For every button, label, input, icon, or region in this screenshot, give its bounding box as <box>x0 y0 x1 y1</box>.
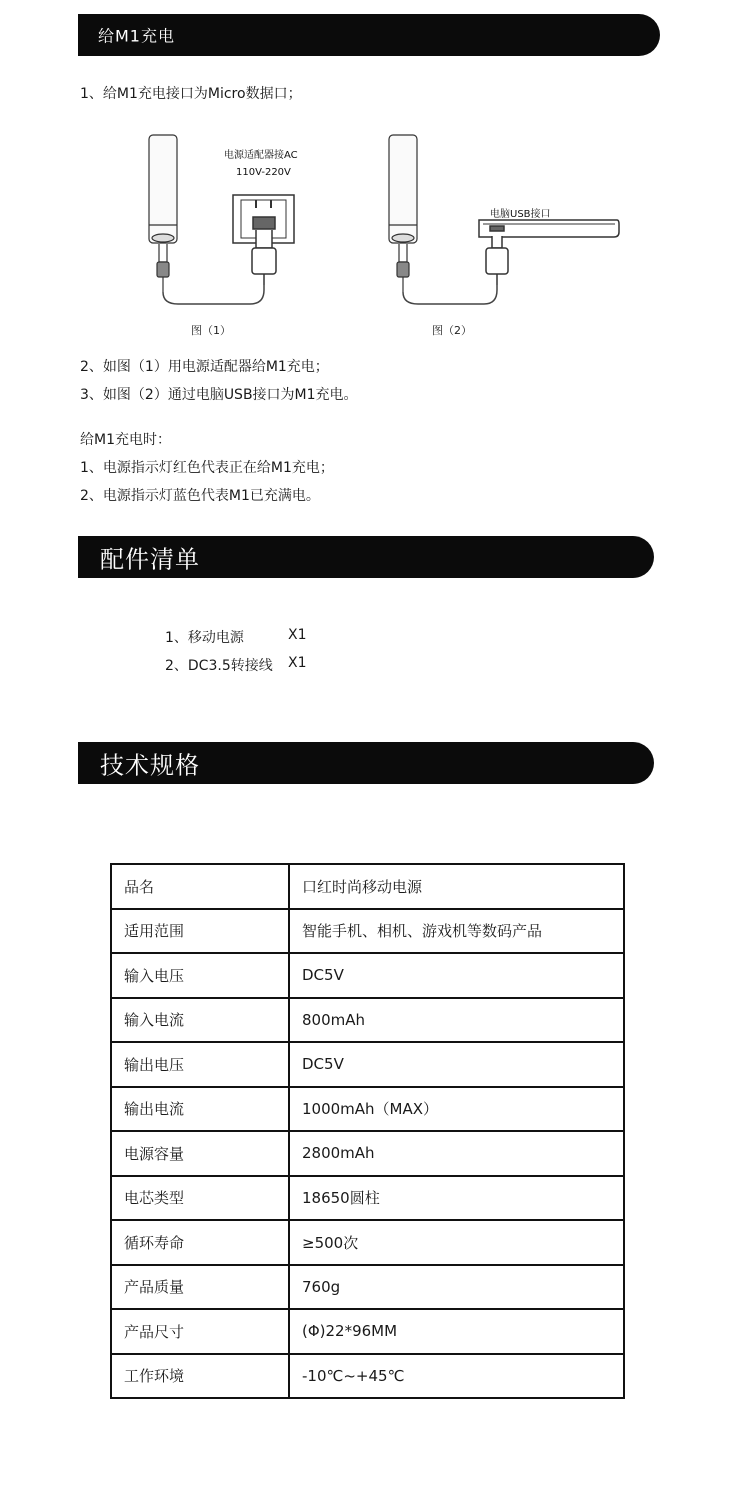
power-bank-illustration <box>149 135 177 292</box>
fig1-caption: 图（1） <box>191 324 231 337</box>
section-title: 配件清单 <box>100 545 200 574</box>
spec-value: 智能手机、相机、游戏机等数码产品 <box>289 909 624 954</box>
fig1-label-voltage: 110V-220V <box>236 167 291 178</box>
fig2-label-usb: 电脑USB接口 <box>490 209 551 220</box>
cable-fig1 <box>163 285 264 304</box>
accessory-item-name: 1、移动电源 <box>165 630 244 646</box>
spec-key: 适用范围 <box>111 909 289 954</box>
table-row <box>111 1042 624 1087</box>
spec-value: -10℃~+45℃ <box>289 1354 624 1399</box>
charging-heading: 给M1充电时： <box>80 432 171 448</box>
spec-value: 18650圆柱 <box>289 1176 624 1221</box>
table-row <box>111 1087 624 1132</box>
section-title: 给M1充电 <box>98 26 175 46</box>
spec-key: 产品质量 <box>111 1265 289 1310</box>
spec-table <box>110 863 625 1399</box>
wall-outlet-illustration <box>233 195 294 285</box>
accessory-item-name: 2、DC3.5转接线 <box>165 658 273 674</box>
table-row <box>111 1354 624 1399</box>
spec-value: DC5V <box>289 953 624 998</box>
spec-key: 输入电流 <box>111 998 289 1043</box>
table-row <box>111 1176 624 1221</box>
spec-value: 800mAh <box>289 998 624 1043</box>
power-bank-illustration <box>389 135 417 292</box>
table-row <box>111 1309 624 1354</box>
table-row <box>111 1265 624 1310</box>
accessory-item-qty: X1 <box>288 627 307 643</box>
spec-value: ≥500次 <box>289 1220 624 1265</box>
spec-key: 品名 <box>111 864 289 909</box>
spec-key: 电源容量 <box>111 1131 289 1176</box>
section-banner-charging <box>78 14 660 56</box>
charging-diagram <box>120 120 630 320</box>
table-row <box>111 864 624 909</box>
spec-key: 电芯类型 <box>111 1176 289 1221</box>
section-title: 技术规格 <box>100 751 200 780</box>
section-banner-specs <box>78 742 654 784</box>
fig2-caption: 图（2） <box>432 324 472 337</box>
charge-step-2: 2、如图（1）用电源适配器给M1充电； <box>80 359 329 375</box>
laptop-illustration <box>479 220 619 285</box>
spec-value: (Φ)22*96MM <box>289 1309 624 1354</box>
spec-value: 2800mAh <box>289 1131 624 1176</box>
spec-key: 输入电压 <box>111 953 289 998</box>
led-blue-note: 2、电源指示灯蓝色代表M1已充满电。 <box>80 488 320 504</box>
spec-key: 产品尺寸 <box>111 1309 289 1354</box>
fig1-label-adapter: 电源适配器接AC <box>224 150 298 161</box>
table-row <box>111 953 624 998</box>
spec-key: 输出电流 <box>111 1087 289 1132</box>
spec-value: 1000mAh（MAX） <box>289 1087 624 1132</box>
spec-key: 工作环境 <box>111 1354 289 1399</box>
charge-intro: 1、给M1充电接口为Micro数据口； <box>80 86 302 102</box>
spec-value: 760g <box>289 1265 624 1310</box>
table-row <box>111 1220 624 1265</box>
table-row <box>111 909 624 954</box>
section-banner-accessories <box>78 536 654 578</box>
table-row <box>111 1131 624 1176</box>
spec-key: 输出电压 <box>111 1042 289 1087</box>
spec-value: DC5V <box>289 1042 624 1087</box>
table-row <box>111 998 624 1043</box>
accessory-item-qty: X1 <box>288 655 307 671</box>
spec-value: 口红时尚移动电源 <box>289 864 624 909</box>
cable-fig2 <box>403 285 497 304</box>
spec-key: 循环寿命 <box>111 1220 289 1265</box>
led-red-note: 1、电源指示灯红色代表正在给M1充电； <box>80 460 334 476</box>
charge-step-3: 3、如图（2）通过电脑USB接口为M1充电。 <box>80 387 358 403</box>
